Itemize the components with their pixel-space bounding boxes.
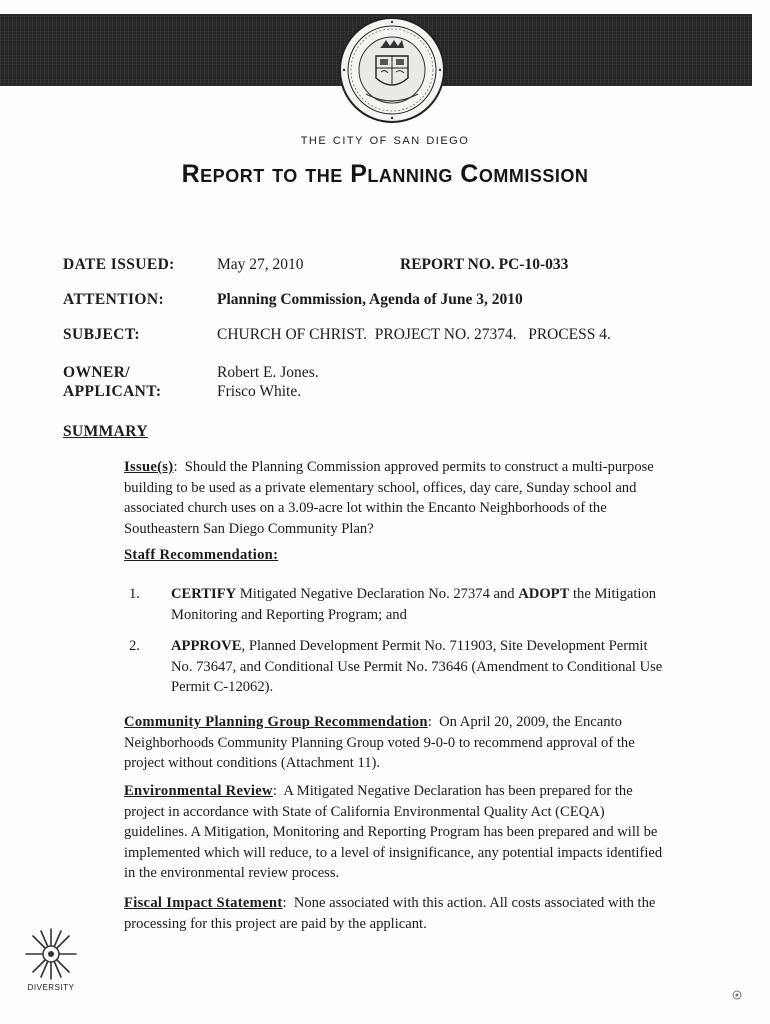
applicant-value: Frisco White.: [217, 383, 302, 400]
environmental-review-colon: :: [272, 783, 277, 799]
summary-heading: SUMMARY: [63, 423, 148, 440]
attention-value: Planning Commission, Agenda of June 3, 2010: [217, 291, 523, 308]
environmental-review-text: A Mitigated Negative Declaration has been prepared for the project in accordance with State of California Environmental Quality Act (CEQA) guidelines. A Mitigation, Monitoring and Reporting Program has been prepared and will be implemented which will reduce, to a level of insignificance, any potential impacts identified in the environmental review process.: [124, 783, 663, 881]
community-planning-colon: :: [427, 714, 432, 730]
staff-recommendation-lead: Staff Recommendation:: [124, 547, 279, 563]
applicant-label: APPLICANT:: [63, 383, 162, 400]
community-planning-text: On April 20, 2009, the Encanto Neighborhoods Community Planning Group voted 9-0-0 to recommend approval of the project without conditions (Attachment 11).: [124, 714, 635, 771]
diversity-logo: [20, 925, 82, 1003]
issues-lead: Issue(s): [124, 459, 174, 475]
issues-text: Should the Planning Commission approved permits to construct a multi-purpose building to be used as a private elementary school, offices, day care, Sunday school and associated church uses on a 3.09-acre lot within the Encanto Neighborhoods of the Southeastern San Diego Community Plan?: [124, 459, 654, 537]
issues-paragraph: [124, 457, 669, 539]
fiscal-impact-text: None associated with this action. All costs associated with the processing for this project are paid by the applicant.: [124, 895, 656, 932]
certify-keyword: CERTIFY: [171, 586, 237, 602]
owner-label: OWNER/: [63, 364, 130, 381]
adopt-keyword: ADOPT: [518, 586, 570, 602]
list-item-text: [171, 584, 669, 625]
approve-keyword: APPROVE: [171, 638, 242, 654]
list-item-number: 1.: [129, 586, 140, 602]
city-name-line: the city of san diego: [300, 131, 470, 148]
list-item-text-part: the Mitigation Monitoring and Reporting Program; and: [171, 586, 657, 623]
scan-mark-icon: [732, 990, 742, 1000]
community-planning-lead: Community Planning Group Recommendation: [124, 714, 428, 730]
report-title: Report to the Planning Commission: [181, 160, 589, 188]
date-issued-label: DATE ISSUED:: [63, 256, 175, 273]
list-item-text: [171, 636, 669, 698]
date-issued-value: May 27, 2010: [217, 256, 304, 273]
issues-colon: :: [173, 459, 178, 475]
environmental-review-paragraph: [124, 781, 669, 884]
list-item: [129, 584, 669, 625]
sunburst-icon: [20, 925, 82, 983]
staff-recommendation-heading: [124, 545, 669, 566]
report-number: REPORT NO. PC-10-033: [400, 256, 569, 273]
environmental-review-lead: Environmental Review: [124, 783, 273, 799]
subject-label: SUBJECT:: [63, 326, 140, 343]
list-item: [129, 636, 669, 698]
list-item-text-part: , Planned Development Permit No. 711903, Site Development Permit No. 73647, and Conditional Use Permit No. 73646 (Amendment to Conditional Use Permit C-12062).: [171, 638, 663, 695]
fiscal-impact-paragraph: [124, 893, 669, 934]
subject-value: CHURCH OF CHRIST. PROJECT NO. 27374. PROCESS 4.: [217, 326, 611, 343]
fiscal-impact-colon: :: [282, 895, 287, 911]
city-seal-icon: [338, 16, 446, 124]
list-item-number: 2.: [129, 638, 140, 654]
owner-value: Robert E. Jones.: [217, 364, 319, 381]
list-item-text-part: Mitigated Negative Declaration No. 27374 and: [236, 586, 519, 602]
fiscal-impact-lead: Fiscal Impact Statement: [124, 895, 283, 911]
attention-label: ATTENTION:: [63, 291, 165, 308]
community-planning-paragraph: [124, 712, 669, 774]
diversity-logo-text: DIVERSITY: [27, 983, 75, 992]
